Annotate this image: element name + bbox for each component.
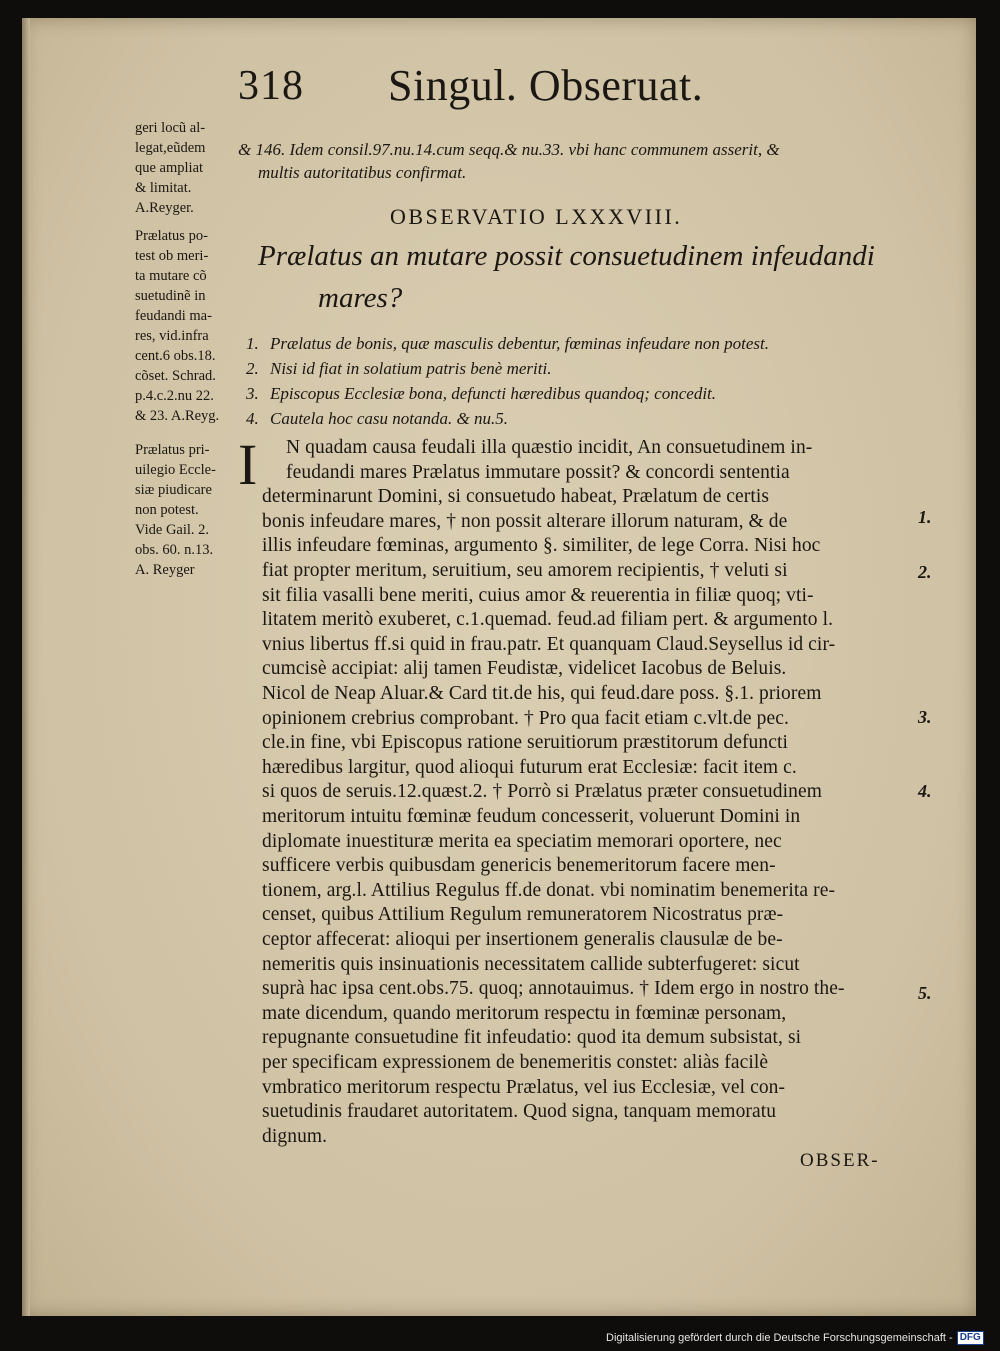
margin-note-line: uilegio Eccle- — [135, 462, 216, 478]
page-gutter — [22, 18, 30, 1316]
margin-note-line: & limitat. — [135, 180, 192, 196]
body-line: suprà hac ipsa cent.obs.75. quoq; annotauimus. † Idem ergo in nostro the- — [262, 978, 845, 1000]
margin-note-line: Prælatus pri- — [135, 442, 210, 458]
summary-text: Prælatus de bonis, quæ masculis debentur, fœminas infeudare non potest. — [270, 334, 769, 353]
body-line: fiat propter meritum, seruitium, seu amorem recipientis, † veluti si — [262, 560, 788, 581]
body-line: ceptor affecerat: alioqui per insertionem generalis clausulæ de be- — [262, 929, 783, 950]
summary-text: Cautela hoc casu notanda. & nu.5. — [270, 409, 508, 428]
margin-note-line: cent.6 obs.18. — [135, 348, 216, 364]
summary-item — [246, 384, 716, 404]
body-line: illis infeudare fœminas, argumento §. similiter, de lege Corra. Nisi hoc — [262, 535, 821, 557]
summary-text: Nisi id fiat in solatium patris benè meriti. — [270, 359, 552, 378]
margin-note-line: test ob meri- — [135, 248, 209, 264]
side-number: 3. — [918, 707, 932, 727]
margin-note-line: Vide Gail. 2. — [135, 522, 210, 538]
side-number: 1. — [918, 507, 932, 527]
body-line: feudandi mares Prælatus immutare possit? & concordi sententia — [286, 461, 790, 483]
margin-note-line: p.4.c.2.nu 22. — [135, 388, 214, 404]
body-line: determinarunt Domini, si consuetudo habeat, Prælatum de certis — [262, 486, 770, 508]
body-line: cumcisè accipiat: alij tamen Feudistæ, videlicet Iacobus de Beluis. — [262, 658, 787, 680]
margin-note-line: non potest. — [135, 502, 199, 518]
digitization-footer — [606, 1331, 984, 1345]
margin-note-line: ta mutare cõ — [135, 268, 207, 284]
margin-note-line: res, vid.infra — [135, 328, 209, 344]
margin-note-line: obs. 60. n.13. — [135, 542, 214, 558]
running-title: Singul. Obseruat. — [388, 61, 704, 110]
body-line: N quadam causa feudali illa quæstio incidit, An consuetudinem in- — [286, 437, 813, 458]
summary-item — [246, 359, 551, 379]
margin-note-line: que ampliat — [135, 160, 204, 176]
body-line: sit filia vasalli bene meriti, cuius amor & reuerentia in filiæ quoq; vti- — [262, 584, 814, 606]
body-line: mate dicendum, quando meritorum respectu in fœminæ personam, — [262, 1002, 787, 1024]
body-line: tionem, arg.l. Attilius Regulus ff.de donat. vbi nominatim benemerita re- — [262, 879, 836, 901]
body-line: repugnante consuetudine fit infeudatio: quod ita demum subsistat, si — [262, 1027, 802, 1049]
continuation-line: & 146. Idem consil.97.nu.14.cum seqq.& nu.33. vbi hanc communem asserit, & — [238, 140, 780, 159]
body-line: per specificam expressionem de benemeritis constet: aliàs facilè — [262, 1052, 769, 1073]
margin-note-line: siæ piudicare — [135, 482, 212, 498]
side-number: 2. — [918, 562, 932, 582]
summary-number: 2. — [246, 359, 259, 378]
body-line: opinionem crebrius comprobant. † Pro qua facit etiam c.vlt.de pec. — [262, 707, 789, 729]
margin-note-line: A. Reyger — [135, 562, 195, 578]
summary-text: Episcopus Ecclesiæ bona, defuncti hæredibus quandoq; concedit. — [270, 384, 717, 403]
margin-note-line: suetudinẽ in — [135, 288, 206, 304]
body-line: bonis infeudare mares, † non possit alterare illorum naturam, & de — [262, 510, 788, 532]
body-line: meritorum intuitu fœminæ feudum concesserit, voluerunt Domini in — [262, 806, 801, 827]
margin-note-line: feudandi ma- — [135, 308, 212, 324]
drop-cap: I — [238, 432, 258, 497]
body-line: vnius libertus ff.si quid in frau.patr. Et quanquam Claud.Seysellus id cir- — [262, 633, 836, 655]
catchword: OBSER- — [800, 1150, 880, 1171]
summary-number: 3. — [246, 384, 259, 403]
body-line: sufficere verbis quibusdam genericis benemeritorum facere men- — [262, 855, 776, 877]
summary-number: 1. — [246, 334, 259, 353]
observatio-question-cont: mares? — [318, 282, 403, 314]
page-number: 318 — [238, 63, 304, 109]
body-line: Nicol de Neap Aluar.& Card tit.de his, qui feud.dare poss. §.1. priorem — [262, 683, 822, 704]
summary-item — [246, 334, 769, 354]
observatio-question: Prælatus an mutare possit consuetudinem infeudandi — [258, 240, 875, 272]
body-line: suetudinis fraudaret autoritatem. Quod signa, tanquam memoratu — [262, 1101, 777, 1123]
body-line: censet, quibus Attilium Regulum remuneratorem Nicostratus præ- — [262, 904, 784, 926]
margin-note-line: cõset. Schrad. — [135, 368, 216, 384]
margin-note-line: & 23. A.Reyg. — [135, 408, 220, 424]
margin-note-line: legat,eũdem — [135, 140, 206, 156]
summary-number: 4. — [246, 409, 259, 428]
margin-note-line: A.Reyger. — [135, 200, 194, 216]
body-line: si quos de seruis.12.quæst.2. † Porrò si Prælatus præter consuetudinem — [262, 781, 823, 803]
summary-item — [246, 409, 508, 429]
body-line: hæredibus largitur, quod alioqui futurum erat Ecclesiæ: facit item c. — [262, 756, 797, 778]
continuation-line: multis autoritatibus confirmat. — [258, 163, 467, 182]
body-line: cle.in fine, vbi Episcopus ratione seruitiorum præstitorum defuncti — [262, 732, 789, 754]
footer-credit: Digitalisierung gefördert durch die Deutsche Forschungsgemeinschaft - — [606, 1332, 953, 1344]
side-number: 5. — [918, 983, 932, 1003]
body-line: nemeritis quis insinuationis necessitatem callide subterfugeret: sicut — [262, 953, 800, 975]
body-line: litatem meritò exuberet, c.1.quemad. feud.ad filiam pert. & argumento l. — [262, 609, 834, 631]
observatio-heading: OBSERVATIO LXXXVIII. — [390, 204, 683, 229]
body-line: diplomate inuestituræ merita ea speciatim memorari oportere, nec — [262, 830, 782, 852]
margin-note-line: geri locũ al- — [135, 120, 206, 136]
margin-note-line: Prælatus po- — [135, 228, 208, 244]
side-number: 4. — [918, 781, 932, 801]
margin-note-1 — [135, 118, 265, 218]
body-line: vmbratico meritorum respectu Prælatus, vel ius Ecclesiæ, vel con- — [262, 1076, 786, 1098]
dfg-logo-icon: DFG — [957, 1331, 984, 1345]
body-line: dignum. — [262, 1125, 328, 1147]
